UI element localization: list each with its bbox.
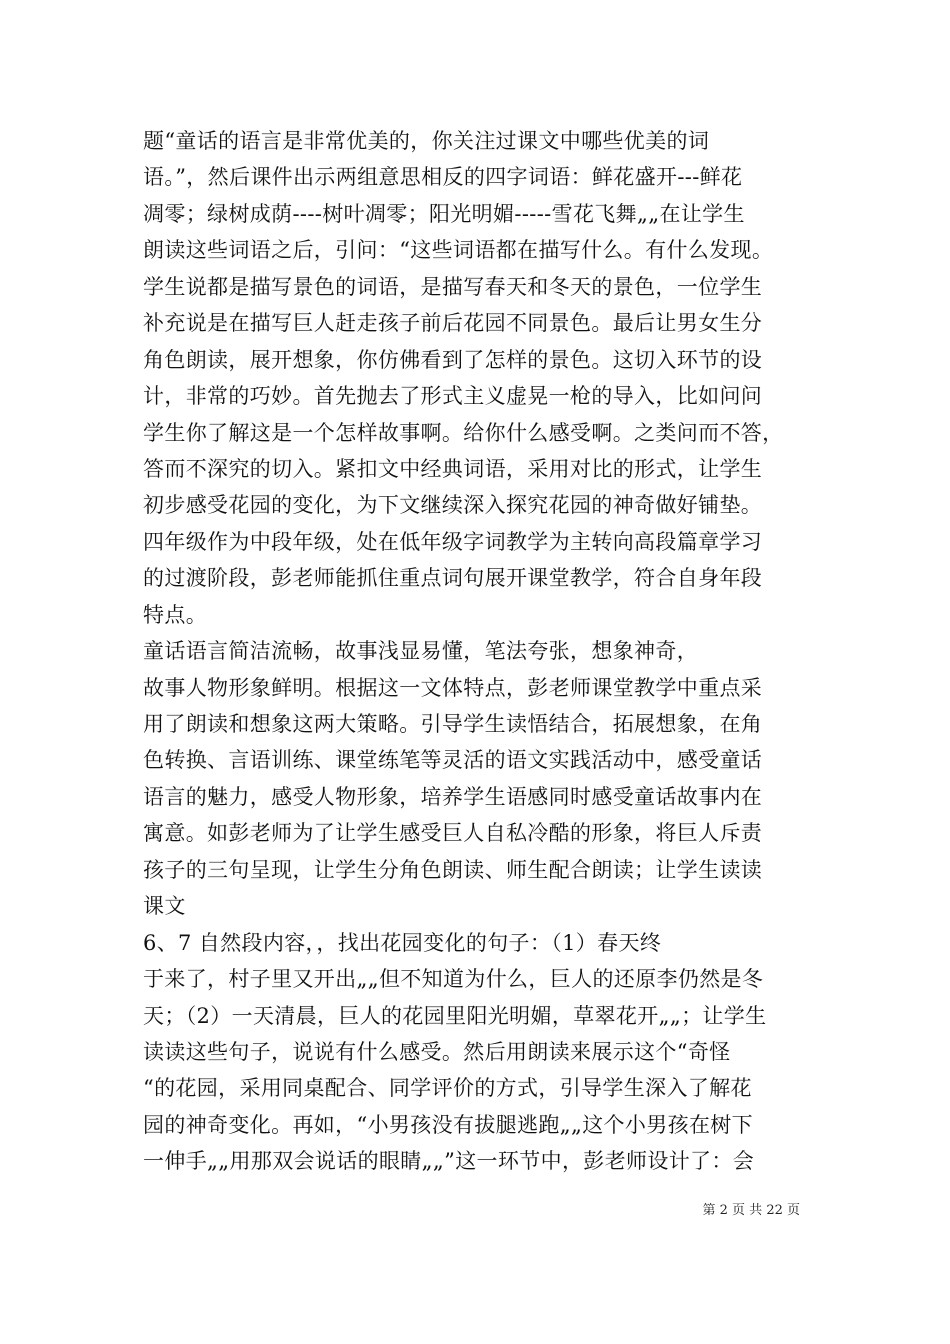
text-line: 答而不深究的切入。紧扣文中经典词语，采用对比的形式，让学生 [143, 456, 763, 481]
text-line: 四年级作为中段年级，处在低年级字词教学为主转向高段篇章学习 [143, 529, 763, 554]
text-line: 学生说都是描写景色的词语，是描写春天和冬天的景色，一位学生 [143, 274, 763, 299]
text-line: 凋零；绿树成荫----树叶凋零；阳光明媚-----雪花飞舞„„在让学生 [143, 201, 745, 226]
body-text [143, 123, 811, 1180]
text-line: 补充说是在描写巨人赶走孩子前后花园不同景色。最后让男女生分 [143, 311, 763, 336]
text-line: 故事人物形象鲜明。根据这一文体特点，彭老师课堂教学中重点采 [143, 675, 763, 700]
text-line: 的过渡阶段，彭老师能抓住重点词句展开课堂教学，符合自身年段 [143, 566, 763, 591]
text-line: 孩子的三句呈现，让学生分角色朗读、师生配合朗读；让学生读读 [143, 857, 763, 882]
text-line: 色转换、言语训练、课堂练笔等灵活的语文实践活动中，感受童话 [143, 748, 763, 773]
page-number: 第 2 页 共 22 页 [702, 1203, 800, 1218]
text-line: 语言的魅力，感受人物形象，培养学生语感同时感受童话故事内在 [143, 784, 763, 809]
text-line: “的花园，采用同桌配合、同学评价的方式，引导学生深入了解花 [143, 1076, 752, 1101]
text-line: 一伸手„„用那双会说话的眼睛„„”这一环节中，彭老师设计了：会 [143, 1149, 755, 1174]
text-line: 特点。 [143, 602, 208, 627]
text-line: 朗读这些词语之后，引问：“这些词语都在描写什么。有什么发现。 [143, 238, 774, 263]
text-line: 初步感受花园的变化，为下文继续深入探究花园的神奇做好铺垫。 [143, 493, 763, 518]
text-line: 天；（2）一天清晨，巨人的花园里阳光明媚，草翠花开„„；让学生 [143, 1003, 767, 1028]
text-line: 角色朗读，展开想象，你仿佛看到了怎样的景色。这切入环节的设 [143, 347, 763, 372]
text-line: 题“童话的语言是非常优美的，你关注过课文中哪些优美的词 [143, 129, 710, 153]
text-line: 学生你了解这是一个怎样故事啊。给你什么感受啊。之类问而不答， [143, 420, 784, 445]
text-line: 6、7 自然段内容，，找出花园变化的句子：（1）春天终 [143, 930, 662, 955]
text-line: 课文 [143, 894, 186, 919]
text-line: 读读这些句子，说说有什么感受。然后用朗读来展示这个“奇怪 [143, 1039, 731, 1064]
text-line: 于来了，村子里又开出„„但不知道为什么，巨人的还原李仍然是冬 [143, 967, 764, 992]
text-line: 语。”，然后课件出示两组意思相反的四字词语：鲜花盛开---鲜花 [143, 165, 743, 190]
text-line: 寓意。如彭老师为了让学生感受巨人自私冷酷的形象，将巨人斥责 [143, 821, 763, 846]
text-line: 计，非常的巧妙。首先抛去了形式主义虚晃一枪的导入，比如问问 [143, 384, 763, 409]
text-line: 园的神奇变化。再如，“小男孩没有拔腿逃跑„„这个小男孩在树下 [143, 1112, 753, 1137]
text-line: 用了朗读和想象这两大策略。引导学生读悟结合，拓展想象，在角 [143, 712, 763, 736]
text-line: 童话语言简洁流畅，故事浅显易懂，笔法夸张，想象神奇， [143, 639, 699, 664]
